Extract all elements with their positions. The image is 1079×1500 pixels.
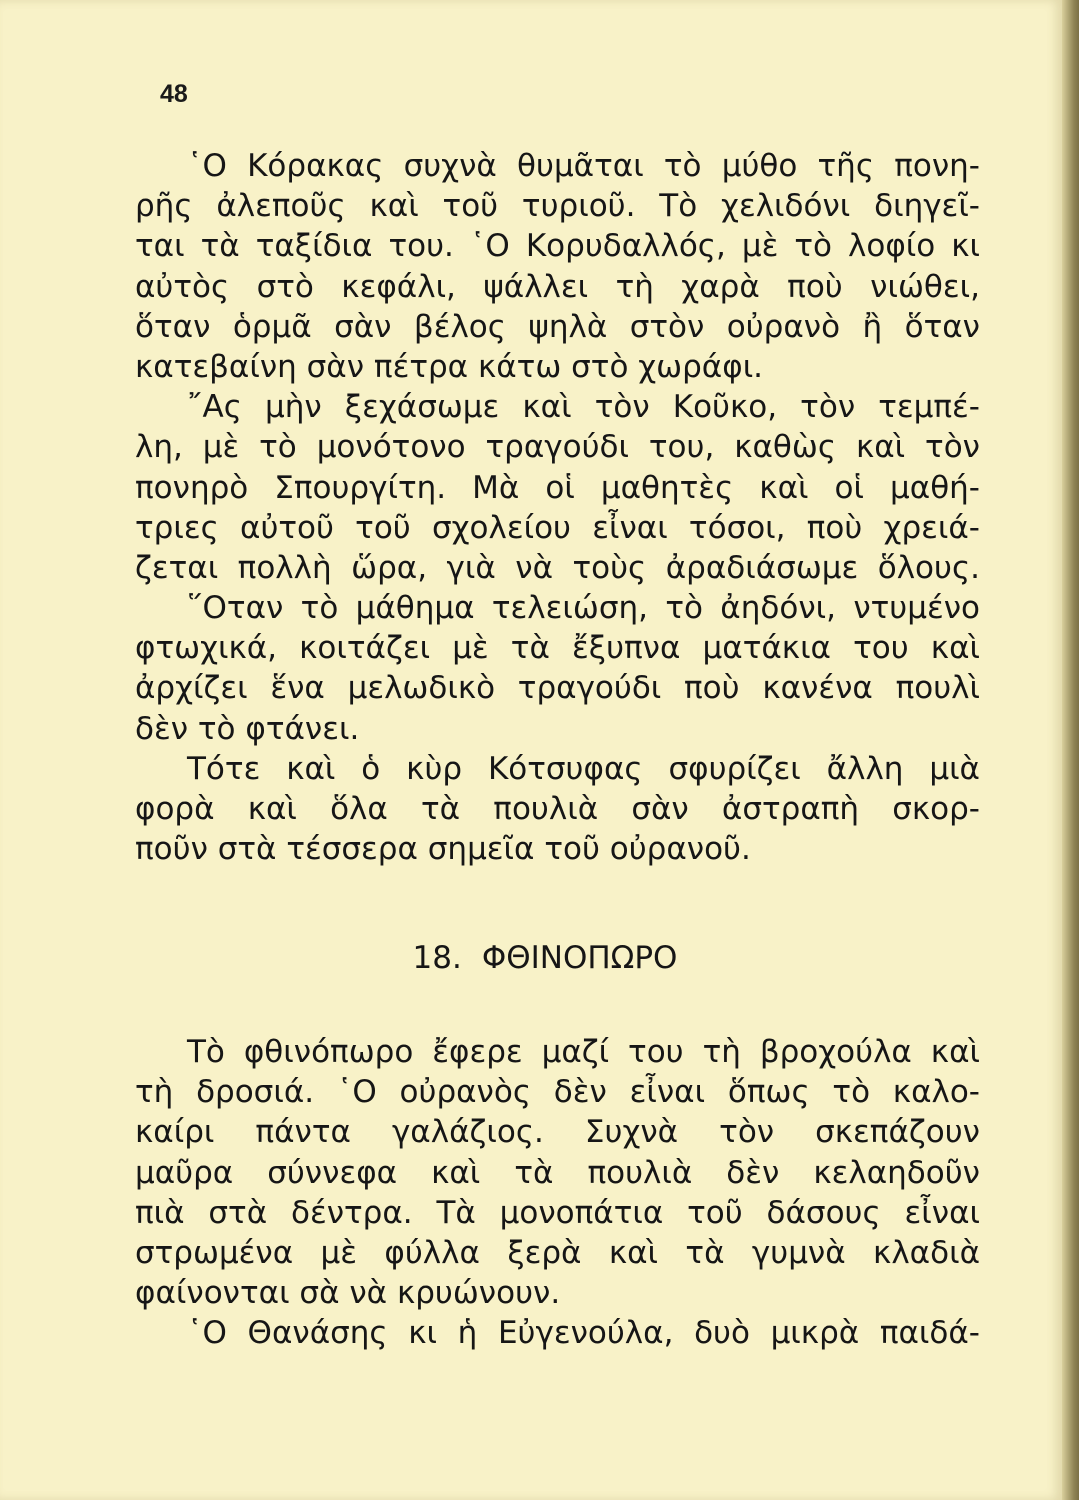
text-line: ἀρχίζει ἕνα μελωδικὸ τραγούδι ποὺ κανένα πουλὶ — [135, 670, 980, 707]
text-line: φτωχικά, κοιτάζει μὲ τὰ ἔξυπνα ματάκια του καὶ — [135, 630, 980, 667]
text-line: ῎Ας μὴν ξεχάσωμε καὶ τὸν Κοῦκο, τὸν τεμπέ- — [187, 389, 980, 426]
text-line: ρῆς ἀλεποῦς καὶ τοῦ τυριοῦ. Τὸ χελιδόνι διηγεῖ- — [135, 188, 980, 225]
text-block-bottom — [135, 1032, 980, 1354]
text-line: ῞Οταν τὸ μάθημα τελειώση, τὸ ἀηδόνι, ντυμένο — [187, 590, 980, 627]
text-line: φορὰ καὶ ὅλα τὰ πουλιὰ σὰν ἀστραπὴ σκορ- — [135, 791, 980, 827]
text-block-top — [135, 146, 980, 869]
text-line: μαῦρα σύννεφα καὶ τὰ πουλιὰ δὲν κελαηδοῦν — [135, 1154, 980, 1191]
text-line: τὴ δροσιά. ῾Ο οὐρανὸς δὲν εἶναι ὅπως τὸ καλο- — [135, 1074, 980, 1111]
text-line: ται τὰ ταξίδια του. ῾Ο Κορυδαλλός, μὲ τὸ λοφίο κι — [135, 228, 980, 265]
text-line: Τὸ φθινόπωρο ἔφερε μαζί του τὴ βροχούλα καὶ — [187, 1034, 980, 1070]
chapter-heading — [0, 940, 1062, 976]
text-line: τριες αὐτοῦ τοῦ σχολείου εἶναι τόσοι, ποὺ χρειά- — [135, 509, 980, 546]
text-line: κατεβαίνη σὰν πέτρα κάτω στὸ χωράφι. — [135, 348, 764, 385]
text-line: αὐτὸς στὸ κεφάλι, ψάλλει τὴ χαρὰ ποὺ νιώθει, — [135, 268, 980, 305]
text-line: στρωμένα μὲ φύλλα ξερὰ καὶ τὰ γυμνὰ κλαδιὰ — [135, 1234, 980, 1271]
text-line: πονηρὸ Σπουργίτη. Μὰ οἱ μαθητὲς καὶ οἱ μαθή- — [135, 469, 980, 506]
chapter-title: ΦΘΙΝΟΠΩΡΟ — [481, 940, 678, 976]
text-line: ῾Ο Θανάσης κι ἡ Εὐγενούλα, δυὸ μικρὰ παιδά- — [187, 1315, 980, 1352]
page-number: 48 — [160, 80, 188, 108]
text-line: φαίνονται σὰ νὰ κρυώνουν. — [135, 1275, 561, 1312]
page-edge — [1062, 0, 1079, 1500]
chapter-number: 18. — [412, 940, 462, 976]
text-line: ποῦν στὰ τέσσερα σημεῖα τοῦ οὐρανοῦ. — [135, 831, 751, 868]
text-line: καίρι πάντα γαλάζιος. Συχνὰ τὸν σκεπάζουν — [135, 1114, 980, 1151]
text-line: δὲν τὸ φτάνει. — [135, 710, 360, 747]
text-line: ὅταν ὁρμᾶ σὰν βέλος ψηλὰ στὸν οὐρανὸ ἢ ὅταν — [135, 308, 980, 345]
text-line: Τότε καὶ ὁ κὺρ Κότσυφας σφυρίζει ἄλλη μιὰ — [187, 750, 980, 787]
text-line: ζεται πολλὴ ὥρα, γιὰ νὰ τοὺς ἀραδιάσωμε ὅλους. — [135, 549, 980, 586]
text-line: ῾Ο Κόρακας συχνὰ θυμᾶται τὸ μύθο τῆς πονη- — [187, 148, 980, 184]
text-line: λη, μὲ τὸ μονότονο τραγούδι του, καθὼς καὶ τὸν — [135, 429, 980, 466]
text-line: πιὰ στὰ δέντρα. Τὰ μονοπάτια τοῦ δάσους εἶναι — [135, 1194, 980, 1231]
